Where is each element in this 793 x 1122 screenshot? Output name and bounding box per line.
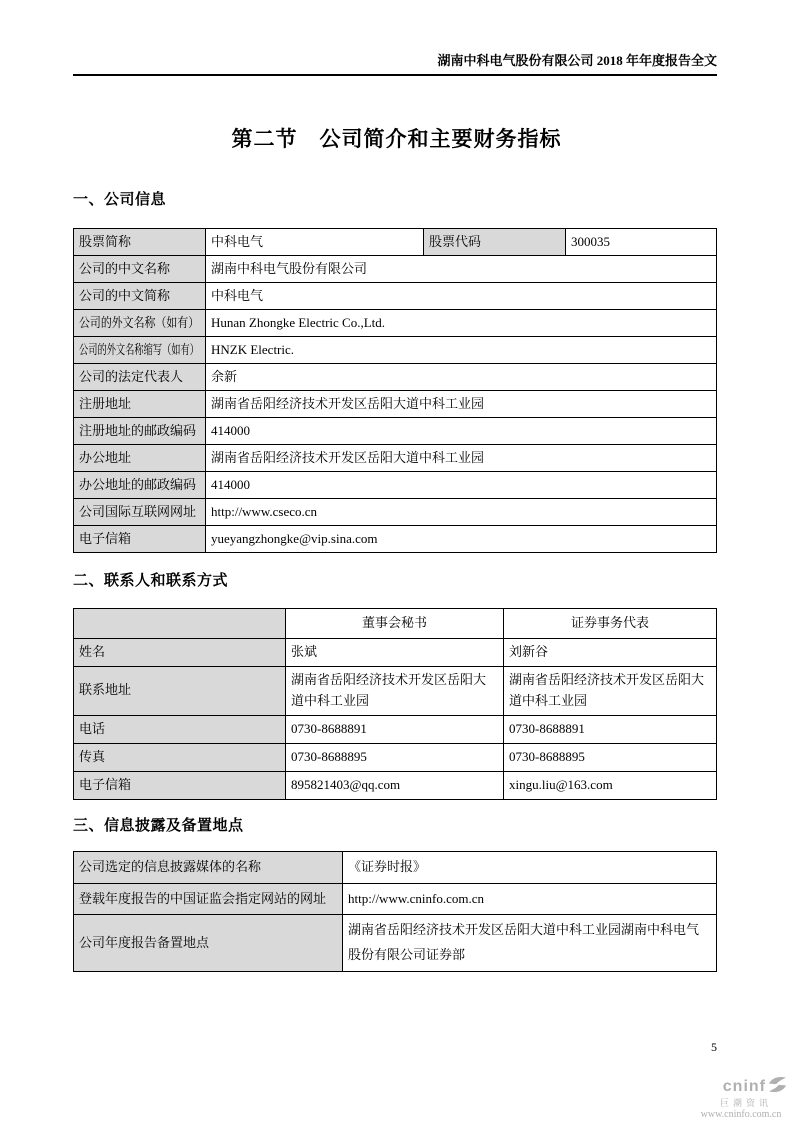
representative-value: 湖南省岳阳经济技术开发区岳阳大道中科工业园 [504,667,717,716]
table-row [74,715,717,743]
page-title: 第二节 公司简介和主要财务指标 [231,128,562,151]
row-label: 注册地址的邮政编码 [74,418,206,445]
corner-cell [74,609,286,639]
section-heading-company-info: 一、公司信息 [73,191,167,208]
table-row [74,445,717,472]
row-value: yueyangzhongke@vip.sina.com [206,526,717,553]
table-row [74,771,717,799]
representative-value: 0730-8688891 [504,715,717,743]
row-label: 注册地址 [74,391,206,418]
secretary-value: 张斌 [286,639,504,667]
table-row [74,743,717,771]
cninfo-url: www.cninfo.com.cn [700,1108,782,1120]
table-row [74,915,717,971]
cninfo-logo [693,1076,789,1121]
row-value: 湖南省岳阳经济技术开发区岳阳大道中科工业园湖南中科电气股份有限公司证券部 [343,915,717,971]
representative-value: 刘新谷 [504,639,717,667]
representative-value: 0730-8688895 [504,743,717,771]
row-label: 公司的中文名称 [74,256,206,283]
row-label: 办公地址 [74,445,206,472]
row-value: 湖南省岳阳经济技术开发区岳阳大道中科工业园 [206,445,717,472]
secretary-value: 0730-8688895 [286,743,504,771]
table-row [74,337,717,364]
table-row [74,499,717,526]
table-row [74,852,717,884]
secretary-value: 湖南省岳阳经济技术开发区岳阳大道中科工业园 [286,667,504,716]
row-value: 湖南省岳阳经济技术开发区岳阳大道中科工业园 [206,391,717,418]
row-label: 公司国际互联网网址 [74,499,206,526]
section-heading-disclosure: 三、信息披露及备置地点 [73,817,244,834]
stock-abbr-label: 股票简称 [74,229,206,256]
representative-value: xingu.liu@163.com [504,771,717,799]
secretary-value: 895821403@qq.com [286,771,504,799]
row-value: http://www.cninfo.com.cn [343,883,717,915]
table-row [74,667,717,716]
table-row [74,310,717,337]
row-label: 公司年度报告备置地点 [74,915,343,971]
cninfo-chinese-name: 巨潮资讯 [719,1098,772,1108]
row-value: Hunan Zhongke Electric Co.,Ltd. [206,310,717,337]
table-row [74,283,717,310]
row-value: 湖南中科电气股份有限公司 [206,256,717,283]
report-header: 湖南中科电气股份有限公司 2018 年年度报告全文 [73,53,717,76]
row-label: 登载年度报告的中国证监会指定网站的网址 [74,883,343,915]
row-label: 姓名 [74,639,286,667]
row-value: 414000 [206,418,717,445]
table-row [74,418,717,445]
row-label: 电话 [74,715,286,743]
column-header-representative: 证券事务代表 [504,609,717,639]
row-label: 公司的外文名称（如有） [74,310,206,337]
row-label: 公司选定的信息披露媒体的名称 [74,852,343,884]
section-heading-contacts: 二、联系人和联系方式 [73,572,229,589]
stock-code-value: 300035 [566,229,717,256]
row-label: 电子信箱 [74,526,206,553]
row-label: 公司的中文简称 [74,283,206,310]
row-label: 公司的法定代表人 [74,364,206,391]
table-row [74,639,717,667]
cninfo-brand-text: cninf [722,1078,766,1095]
table-row [74,609,717,639]
stock-code-label: 股票代码 [424,229,566,256]
row-label: 联系地址 [74,667,286,716]
row-label: 传真 [74,743,286,771]
row-value: 414000 [206,472,717,499]
page-number: 5 [711,1040,717,1054]
row-label: 电子信箱 [74,771,286,799]
contacts-table [73,608,717,800]
table-row [74,391,717,418]
row-value: 余新 [206,364,717,391]
row-label: 办公地址的邮政编码 [74,472,206,499]
row-value: 中科电气 [206,283,717,310]
company-info-table [73,228,717,553]
cninfo-swirl-icon [768,1076,787,1098]
stock-abbr-value: 中科电气 [206,229,424,256]
row-label: 公司的外文名称缩写（如有） [74,337,206,364]
row-value: 《证券时报》 [343,852,717,884]
table-row [74,364,717,391]
row-value: HNZK Electric. [206,337,717,364]
table-row [74,256,717,283]
table-row [74,472,717,499]
row-value: http://www.cseco.cn [206,499,717,526]
disclosure-table [73,851,717,972]
table-row [74,229,717,256]
column-header-secretary: 董事会秘书 [286,609,504,639]
secretary-value: 0730-8688891 [286,715,504,743]
table-row [74,883,717,915]
table-row [74,526,717,553]
